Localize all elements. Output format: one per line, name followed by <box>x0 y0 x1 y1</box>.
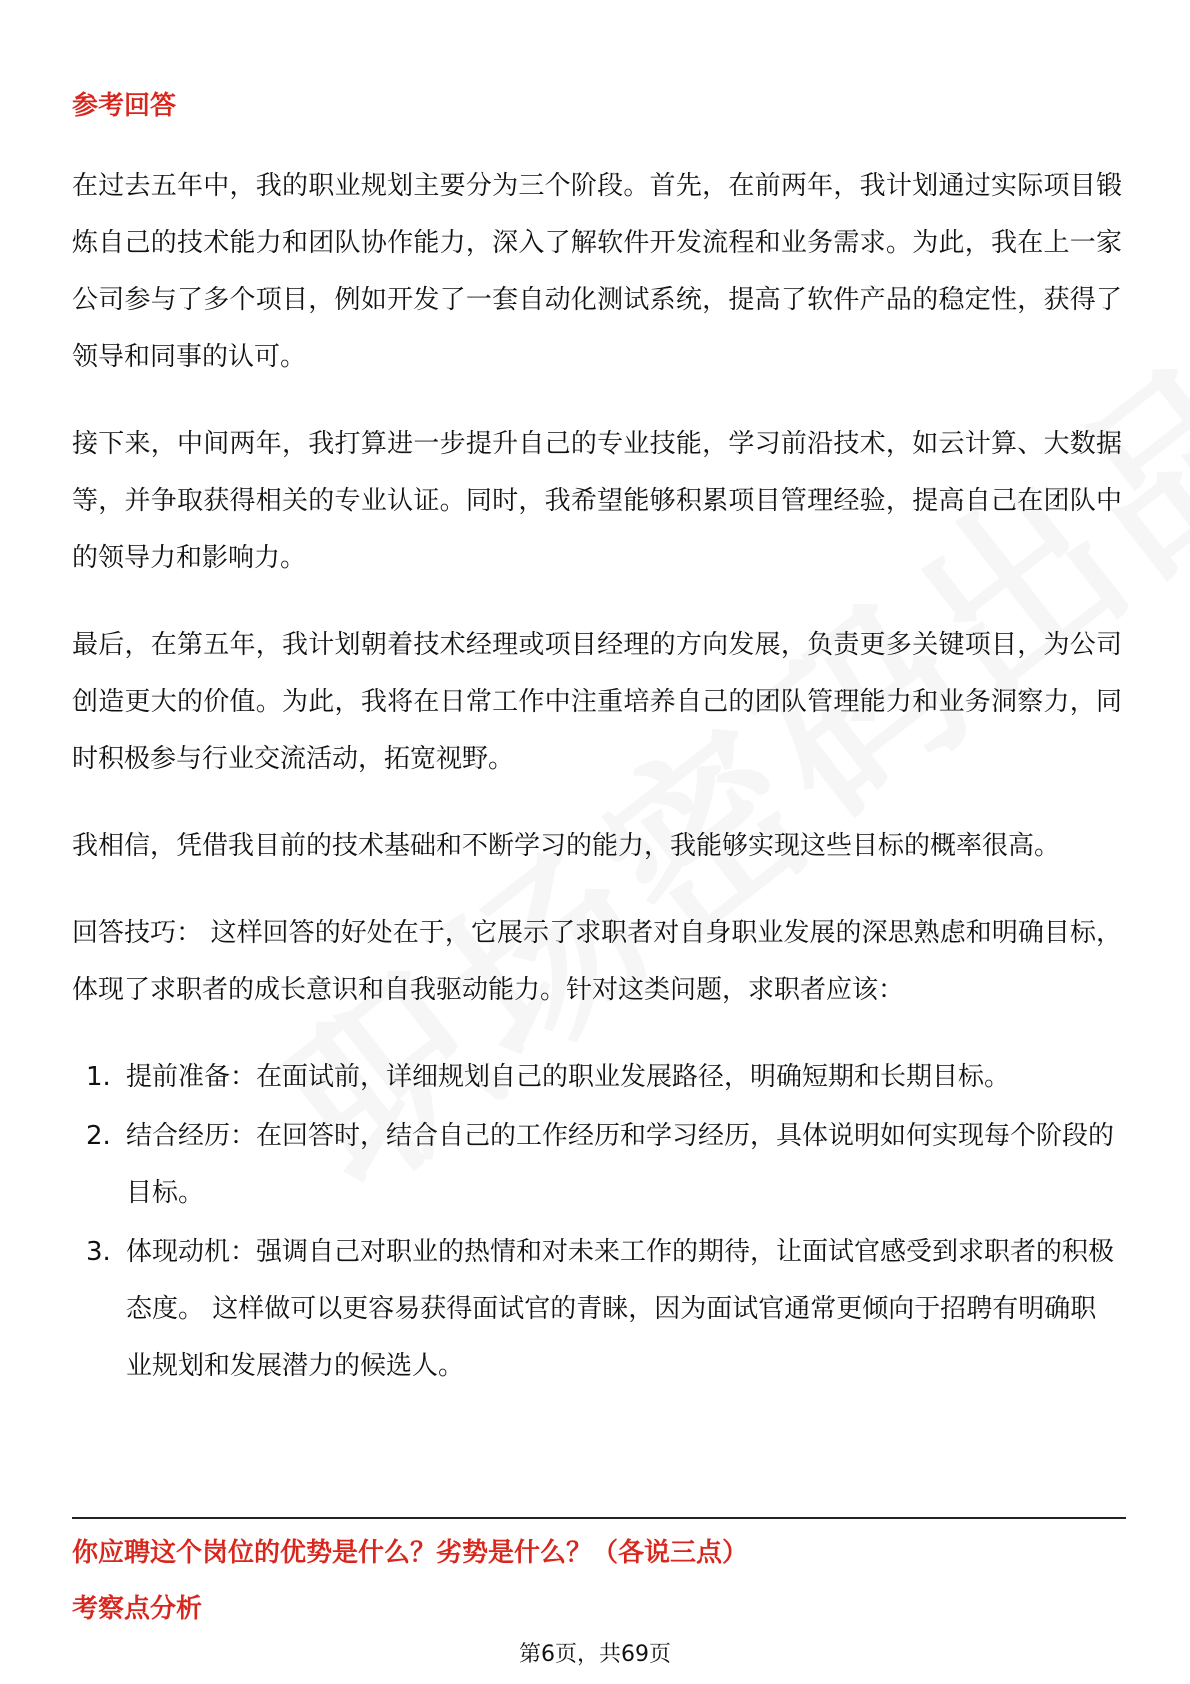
list-item <box>72 1108 1122 1222</box>
answer-paragraph: 接下来，中间两年，我打算进一步提升自己的专业技能，学习前沿技术，如云计算、大数据等，并争取获得相关的专业认证。同时，我希望能够积累项目管理经验，提高自己在团队中的领导力和影响力。 <box>72 429 1122 573</box>
question-title: 你应聘这个岗位的优势是什么？劣势是什么？（各说三点） <box>72 1538 749 1568</box>
answer-tips-intro: 回答技巧： 这样回答的好处在于，它展示了求职者对自身职业发展的深思熟虑和明确目标，体现了求职者的成长意识和自我驱动能力。针对这类问题，求职者应该： <box>72 918 1122 1005</box>
answer-paragraph: 在过去五年中，我的职业规划主要分为三个阶段。首先，在前两年，我计划通过实际项目锻炼自己的技术能力和团队协作能力，深入了解软件开发流程和业务需求。为此，我在上一家公司参与了多个项目，例如开发了一套自动化测试系统，提高了软件产品的稳定性，获得了领导和同事的认可。 <box>72 171 1122 372</box>
list-item-text: 提前准备：在面试前，详细规划自己的职业发展路径，明确短期和长期目标。 <box>126 1062 1011 1092</box>
list-item-number: 2. <box>86 1121 111 1151</box>
list-item <box>72 1049 1122 1106</box>
tips-list <box>72 1049 1122 1395</box>
list-item <box>72 1224 1122 1395</box>
page-indicator: 第6页，共69页 <box>519 1642 671 1667</box>
answer-paragraph: 最后，在第五年，我计划朝着技术经理或项目经理的方向发展，负责更多关键项目，为公司创造更大的价值。为此，我将在日常工作中注重培养自己的团队管理能力和业务洞察力，同时积极参与行业交流活动，拓宽视野。 <box>72 630 1122 774</box>
reference-answer-heading: 参考回答 <box>72 91 177 121</box>
list-item-number: 3. <box>86 1237 111 1267</box>
list-item-number: 1. <box>86 1062 111 1092</box>
list-item-text: 结合经历：在回答时，结合自己的工作经历和学习经历，具体说明如何实现每个阶段的目标。 <box>126 1121 1115 1208</box>
section-divider <box>72 1517 1126 1519</box>
analysis-heading: 考察点分析 <box>72 1594 203 1624</box>
answer-paragraph: 我相信，凭借我目前的技术基础和不断学习的能力，我能够实现这些目标的概率很高。 <box>72 831 1061 861</box>
answer-section <box>72 88 1122 1397</box>
list-item-text: 体现动机：强调自己对职业的热情和对未来工作的期待，让面试官感受到求职者的积极态度。 这样做可以更容易获得面试官的青睐，因为面试官通常更倾向于招聘有明确职业规划和发展潜力的候选人。 <box>126 1237 1115 1381</box>
